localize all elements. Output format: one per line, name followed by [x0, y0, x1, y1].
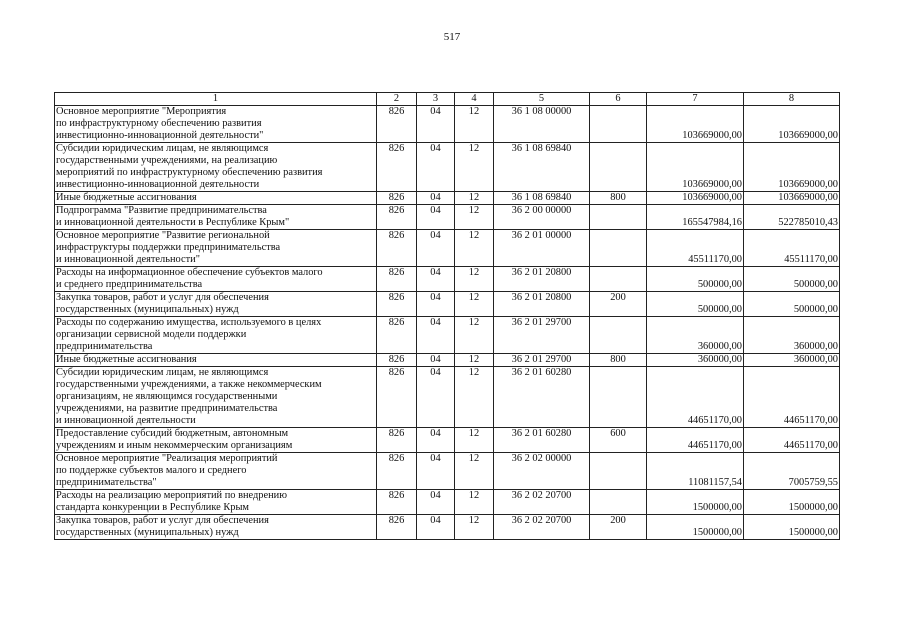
subsection-code: 12	[455, 367, 494, 428]
table-row	[55, 367, 840, 428]
table-row	[55, 515, 840, 540]
amount-year-1: 44651170,00	[647, 428, 744, 453]
budget-item-name: Подпрограмма "Развитие предпринимательства и инновационной деятельности в Республике Крым"	[55, 205, 377, 230]
expense-type-code	[590, 267, 647, 292]
amount-year-1: 45511170,00	[647, 230, 744, 267]
expense-type-code: 800	[590, 354, 647, 367]
section-code: 04	[417, 205, 455, 230]
column-header: 1	[55, 93, 377, 106]
target-article-code: 36 1 08 69840	[494, 192, 590, 205]
ministry-code: 826	[377, 292, 417, 317]
section-code: 04	[417, 453, 455, 490]
amount-year-2: 103669000,00	[744, 192, 840, 205]
table-row	[55, 143, 840, 192]
section-code: 04	[417, 230, 455, 267]
section-code: 04	[417, 515, 455, 540]
section-code: 04	[417, 143, 455, 192]
subsection-code: 12	[455, 354, 494, 367]
target-article-code: 36 2 02 20700	[494, 490, 590, 515]
target-article-code: 36 2 02 20700	[494, 515, 590, 540]
budget-item-name: Основное мероприятие "Мероприятия по инфраструктурному обеспечению развития инвестиционно-инновационной деятельности"	[55, 106, 377, 143]
amount-year-1: 500000,00	[647, 267, 744, 292]
section-code: 04	[417, 367, 455, 428]
amount-year-1: 1500000,00	[647, 515, 744, 540]
section-code: 04	[417, 267, 455, 292]
section-code: 04	[417, 317, 455, 354]
section-code: 04	[417, 428, 455, 453]
subsection-code: 12	[455, 292, 494, 317]
budget-item-name: Предоставление субсидий бюджетным, автономным учреждениям и иным некоммерческим организациям	[55, 428, 377, 453]
column-header: 3	[417, 93, 455, 106]
expense-type-code	[590, 453, 647, 490]
table-row	[55, 453, 840, 490]
target-article-code: 36 2 02 00000	[494, 453, 590, 490]
amount-year-2: 44651170,00	[744, 428, 840, 453]
budget-item-name: Расходы по содержанию имущества, используемого в целях организации сервисной модели поддержки предпринимательства	[55, 317, 377, 354]
table-row	[55, 267, 840, 292]
table-row	[55, 192, 840, 205]
amount-year-1: 500000,00	[647, 292, 744, 317]
subsection-code: 12	[455, 230, 494, 267]
budget-item-name: Расходы на реализацию мероприятий по внедрению стандарта конкуренции в Республике Крым	[55, 490, 377, 515]
amount-year-2: 103669000,00	[744, 143, 840, 192]
budget-item-name: Расходы на информационное обеспечение субъектов малого и среднего предпринимательства	[55, 267, 377, 292]
ministry-code: 826	[377, 143, 417, 192]
budget-item-name: Основное мероприятие "Развитие региональной инфраструктуры поддержки предпринимательства и инновационной деятельности"	[55, 230, 377, 267]
amount-year-1: 103669000,00	[647, 106, 744, 143]
table-row	[55, 106, 840, 143]
amount-year-1: 360000,00	[647, 317, 744, 354]
amount-year-1: 103669000,00	[647, 143, 744, 192]
amount-year-2: 1500000,00	[744, 515, 840, 540]
section-code: 04	[417, 192, 455, 205]
amount-year-2: 360000,00	[744, 317, 840, 354]
target-article-code: 36 2 01 29700	[494, 317, 590, 354]
budget-item-name: Закупка товаров, работ и услуг для обеспечения государственных (муниципальных) нужд	[55, 515, 377, 540]
budget-item-name: Субсидии юридическим лицам, не являющимся государственными учреждениями, на реализацию мероприятий по инфраструктурному обеспечению развития инвестиционно-инновационной деятельности	[55, 143, 377, 192]
amount-year-2: 7005759,55	[744, 453, 840, 490]
amount-year-2: 45511170,00	[744, 230, 840, 267]
target-article-code: 36 2 01 20800	[494, 267, 590, 292]
column-header: 5	[494, 93, 590, 106]
target-article-code: 36 2 01 60280	[494, 428, 590, 453]
expense-type-code	[590, 367, 647, 428]
table-row	[55, 428, 840, 453]
expense-type-code	[590, 143, 647, 192]
column-header: 6	[590, 93, 647, 106]
section-code: 04	[417, 354, 455, 367]
target-article-code: 36 2 01 00000	[494, 230, 590, 267]
table-row	[55, 292, 840, 317]
section-code: 04	[417, 292, 455, 317]
amount-year-2: 103669000,00	[744, 106, 840, 143]
expense-type-code	[590, 490, 647, 515]
section-code: 04	[417, 490, 455, 515]
amount-year-2: 360000,00	[744, 354, 840, 367]
amount-year-2: 500000,00	[744, 267, 840, 292]
column-header: 2	[377, 93, 417, 106]
amount-year-2: 1500000,00	[744, 490, 840, 515]
column-header: 4	[455, 93, 494, 106]
ministry-code: 826	[377, 367, 417, 428]
budget-item-name: Закупка товаров, работ и услуг для обеспечения государственных (муниципальных) нужд	[55, 292, 377, 317]
subsection-code: 12	[455, 490, 494, 515]
table-row	[55, 354, 840, 367]
ministry-code: 826	[377, 354, 417, 367]
column-header: 7	[647, 93, 744, 106]
expense-type-code	[590, 106, 647, 143]
ministry-code: 826	[377, 267, 417, 292]
table-row	[55, 205, 840, 230]
ministry-code: 826	[377, 428, 417, 453]
table-row	[55, 230, 840, 267]
header-row	[55, 93, 840, 106]
budget-item-name: Иные бюджетные ассигнования	[55, 354, 377, 367]
expense-type-code	[590, 230, 647, 267]
ministry-code: 826	[377, 106, 417, 143]
budget-item-name: Основное мероприятие "Реализация мероприятий по поддержке субъектов малого и среднего предпринимательства"	[55, 453, 377, 490]
budget-table	[54, 92, 840, 540]
subsection-code: 12	[455, 453, 494, 490]
amount-year-1: 44651170,00	[647, 367, 744, 428]
amount-year-2: 522785010,43	[744, 205, 840, 230]
amount-year-2: 500000,00	[744, 292, 840, 317]
target-article-code: 36 2 01 20800	[494, 292, 590, 317]
ministry-code: 826	[377, 192, 417, 205]
amount-year-1: 360000,00	[647, 354, 744, 367]
subsection-code: 12	[455, 267, 494, 292]
subsection-code: 12	[455, 143, 494, 192]
target-article-code: 36 2 01 60280	[494, 367, 590, 428]
budget-item-name: Иные бюджетные ассигнования	[55, 192, 377, 205]
target-article-code: 36 1 08 69840	[494, 143, 590, 192]
ministry-code: 826	[377, 515, 417, 540]
subsection-code: 12	[455, 428, 494, 453]
ministry-code: 826	[377, 490, 417, 515]
section-code: 04	[417, 106, 455, 143]
subsection-code: 12	[455, 192, 494, 205]
table-row	[55, 490, 840, 515]
target-article-code: 36 1 08 00000	[494, 106, 590, 143]
target-article-code: 36 2 00 00000	[494, 205, 590, 230]
subsection-code: 12	[455, 317, 494, 354]
ministry-code: 826	[377, 205, 417, 230]
amount-year-1: 165547984,16	[647, 205, 744, 230]
ministry-code: 826	[377, 453, 417, 490]
ministry-code: 826	[377, 230, 417, 267]
subsection-code: 12	[455, 205, 494, 230]
expense-type-code: 200	[590, 292, 647, 317]
amount-year-1: 103669000,00	[647, 192, 744, 205]
expense-type-code: 800	[590, 192, 647, 205]
subsection-code: 12	[455, 106, 494, 143]
expense-type-code: 200	[590, 515, 647, 540]
amount-year-1: 11081157,54	[647, 453, 744, 490]
ministry-code: 826	[377, 317, 417, 354]
budget-item-name: Субсидии юридическим лицам, не являющимся государственными учреждениями, а также некоммерческим организациям, не являющимся государственными учреждениями, на развитие предпринимательства и инновационной деятельности	[55, 367, 377, 428]
page-number: 517	[443, 31, 461, 43]
expense-type-code	[590, 205, 647, 230]
subsection-code: 12	[455, 515, 494, 540]
table-row	[55, 317, 840, 354]
expense-type-code	[590, 317, 647, 354]
amount-year-2: 44651170,00	[744, 367, 840, 428]
column-header: 8	[744, 93, 840, 106]
amount-year-1: 1500000,00	[647, 490, 744, 515]
expense-type-code: 600	[590, 428, 647, 453]
target-article-code: 36 2 01 29700	[494, 354, 590, 367]
